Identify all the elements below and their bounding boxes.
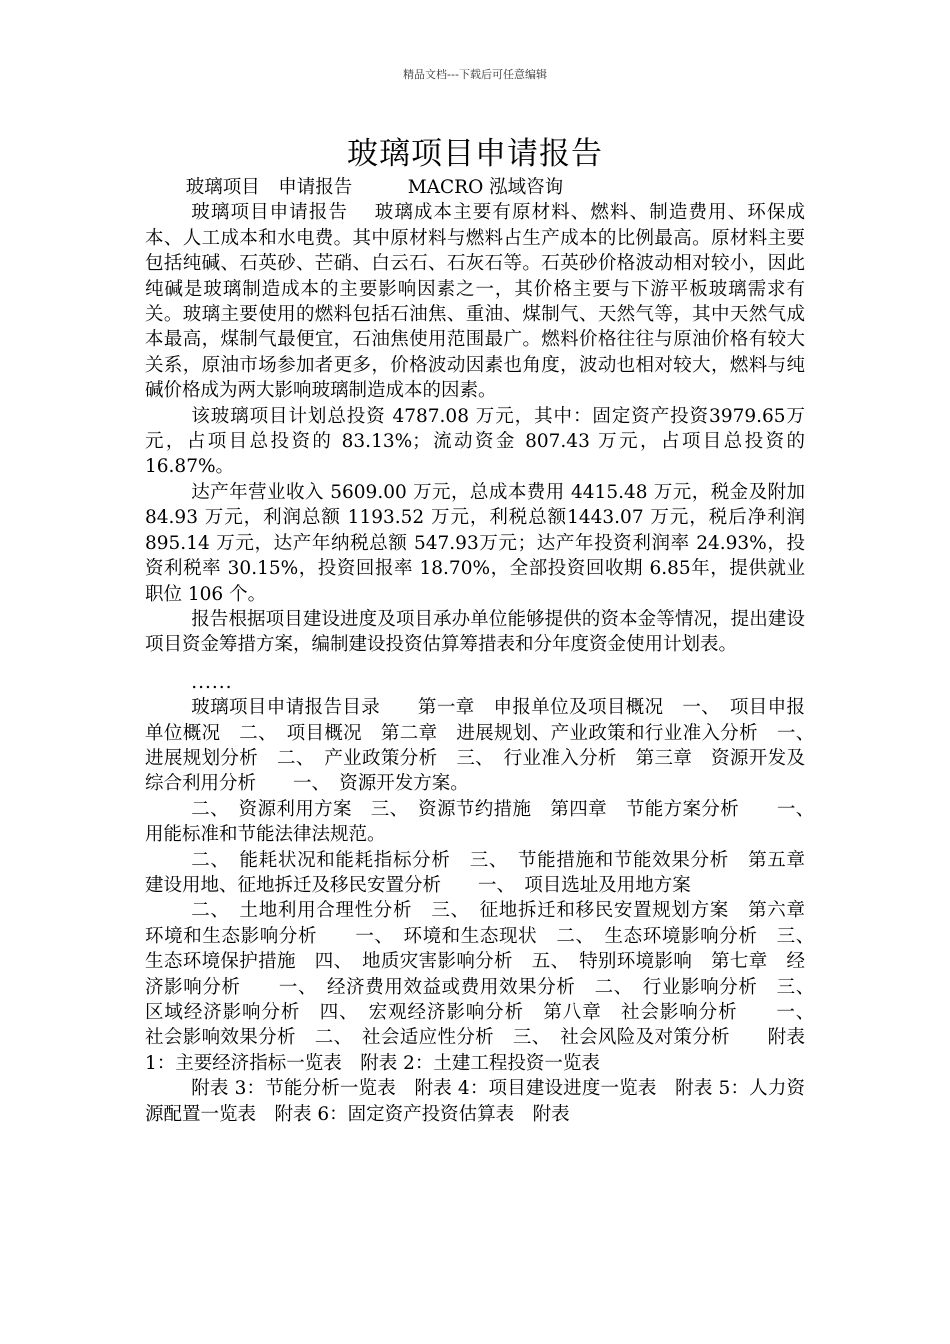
toc-paragraph: 二、 资源利用方案 三、 资源节约措施 第四章 节能方案分析 一、 用能标准和节能法律法规范。 — [145, 798, 824, 846]
toc-paragraph: 玻璃项目申请报告目录 第一章 申报单位及项目概况 一、 项目申报单位概况 二、 项目概况 第二章 进展规划、产业政策和行业准入分析 一、 进展规划分析 二、 产业政策分析 三、 行业准入分析 第三章 资源开发及综合利用分析 一、 资源开发方案。 — [145, 697, 824, 795]
document-subtitle: 玻璃项目 申请报告 MACRO 泓域咨询 — [185, 177, 564, 198]
ellipsis-separator: ...... — [191, 671, 233, 693]
paragraph-revenue: 达产年营业收入 5609.00 万元，总成本费用 4415.48 万元，税金及附加 84.93 万元，利润总额 1193.52 万元，利税总额1443.07 万元，税后净利润 895.14 万元，达产年纳税总额 547.93万元；达产年投资利润率 24.93%，投资利税率 30.15%，投资回报率 18.70%，全部投资回收期 6.85年，提供就业职位 106 个。 — [145, 481, 805, 605]
paragraph-investment: 该玻璃项目计划总投资 4787.08 万元，其中：固定资产投资3979.65万元，占项目总投资的 83.13%；流动资金 807.43 万元，占项目总投资的16.87%。 — [145, 405, 805, 478]
toc-paragraph: 二、 能耗状况和能耗指标分析 三、 节能措施和节能效果分析 第五章 建设用地、征地拆迁及移民安置分析 一、 项目选址及用地方案 — [145, 849, 824, 896]
header-note: 精品文档---下载后可任意编辑 — [403, 68, 547, 81]
document-title: 玻璃项目申请报告 — [347, 136, 603, 172]
paragraph-funding-plan: 报告根据项目建设进度及项目承办单位能够提供的资本金等情况，提出建设项目资金筹措方案，编制建设投资估算筹措表和分年度资金使用计划表。 — [145, 608, 805, 656]
paragraph-cost-overview: 玻璃项目申请报告 玻璃成本主要有原材料、燃料、制造费用、环保成本、人工成本和水电费。其中原材料与燃料占生产成本的比例最高。原材料主要包括纯碱、石英砂、芒硝、白云石、石灰石等。石英砂价格波动相对较小，因此纯碱是玻璃制造成本的主要影响因素之一，其价格主要与下游平板玻璃需求有关。玻璃主要使用的燃料包括石油焦、重油、煤制气、天然气等，其中天然气成本最高，煤制气最便宜，石油焦使用范围最广。燃料价格往往与原油价格有较大关系，原油市场参加者更多，价格波动因素也角度，波动也相对较大，燃料与纯碱价格成为两大影响玻璃制造成本的因素。 — [145, 202, 805, 402]
document-body — [145, 175, 824, 1127]
toc-paragraph: 二、 土地利用合理性分析 三、 征地拆迁和移民安置规划方案 第六章 环境和生态影响分析 一、 环境和生态现状 二、 生态环境影响分析 三、 生态环境保护措施 四、 地质灾害影响分析 五、 特别环境影响 第七章 经济影响分析 一、 经济费用效益或费用效果分析 二、 行业影响分析 三、 区域经济影响分析 四、 宏观经济影响分析 第八章 社会影响分析 一、 社会影响效果分析 二、 社会适应性分析 三、 社会风险及对策分析 附表 1：主要经济指标一览表 附表 2：土建工程投资一览表 — [145, 900, 824, 1074]
toc-paragraph: 附表 3：节能分析一览表 附表 4：项目建设进度一览表 附表 5：人力资源配置一览表 附表 6：固定资产投资估算表 附表 — [145, 1078, 805, 1125]
